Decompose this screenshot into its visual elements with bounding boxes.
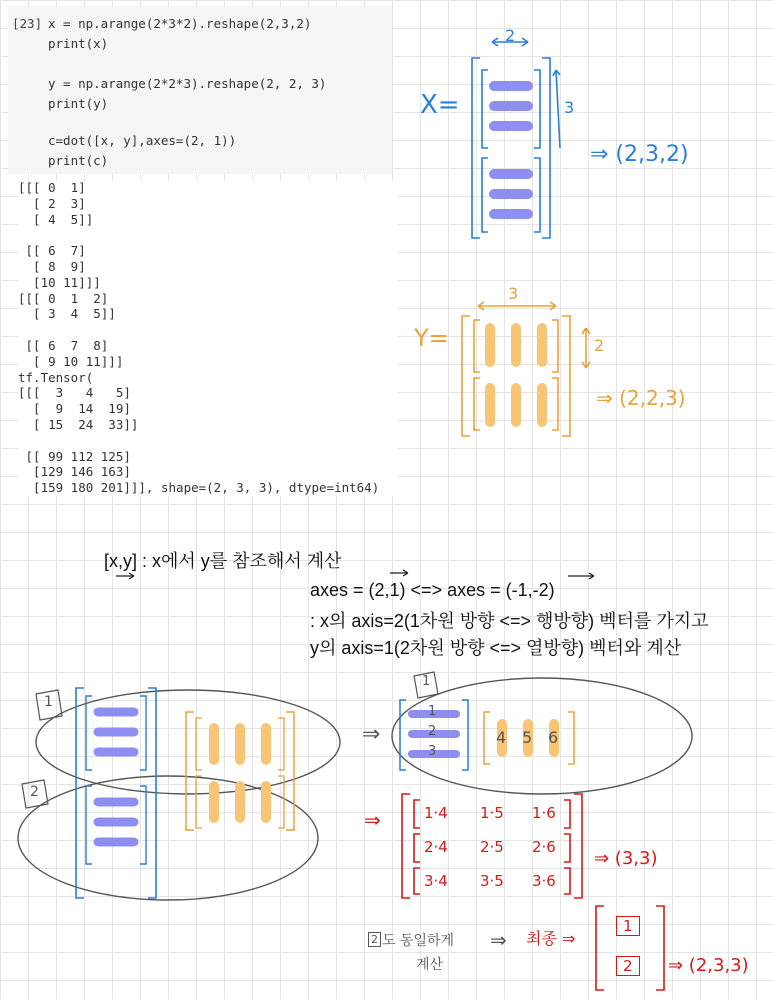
note-axes-equivalence: axes = (2,1) <=> axes = (-1,-2) [310,580,555,600]
code-line: x = np.arange(2*3*2).reshape(2,3,2) [48,16,312,31]
matrix-cell: 1·6 [532,804,556,822]
note-x-axis: : x의 axis=2(1차원 방향 <=> 행방향) 벡터를 가지고 [310,611,709,631]
code-line: print(c) [48,153,109,168]
y-matrix-drawing [462,302,590,436]
y-bars [490,328,542,422]
code-line: print(y) [48,96,109,111]
x-dim-side: 3 [564,98,575,117]
cell-prompt: [23] [12,16,43,31]
same-calc-text-2: 계산 [416,957,444,973]
y-shape: ⇒ (2,2,3) [596,386,686,410]
x-label: X= [420,90,460,120]
y-label: Y= [414,324,449,352]
shape-3-3: ⇒ (3,3) [594,848,658,869]
same-calc-text: 도 동일하게 [382,933,455,949]
matrix-cell: 1·4 [424,804,448,822]
shape-2-3-3: ⇒ (2,3,3) [668,955,749,976]
box-label-1: 1 [44,694,53,710]
x-matrix-drawing [472,38,560,238]
box-label-1b: 1 [422,674,431,689]
x-shape: ⇒ (2,3,2) [590,142,689,167]
matrix-cell: 1·5 [480,804,504,822]
code-line: print(x) [48,36,109,51]
bottom-left-drawing [18,688,340,900]
matrix-cell: 2·6 [532,838,556,856]
x-bars [494,86,528,214]
code-line: y = np.arange(2*2*3).reshape(2, 2, 3) [48,76,327,91]
cell-output: [[[ 0 1] [ 2 3] [ 4 5]] [[ 6 7] [ 8 9] [10 11]]] [[[ 0 1 2] [ 3 4 5]] [[ 6 7 8] [ 9 10 11]]] tf.Tensor( [[[ 3 4 5] [ 9 14 19] [ 15 24 33]] [[ 99 112 125] [129 146 163] [159 180 201]]], shape=(2, 3, 3), dtype=int64) [18,180,398,496]
row-num-1: 1 [428,704,437,719]
arrow-red: ⇒ [364,808,381,832]
y-dim-side: 2 [594,336,605,355]
arrow-gray-2: ⇒ [490,928,507,952]
row-num-3: 3 [428,744,437,759]
col-num-4: 4 [496,728,507,747]
code-line: c=dot([x, y],axes=(2, 1)) [48,133,237,148]
final-item-2: 2 [616,956,640,976]
x-dim-top: 2 [505,26,516,45]
matrix-cell: 2·5 [480,838,504,856]
final-label: 최종 ⇒ [526,929,576,948]
row-num-2: 2 [428,724,437,739]
box-label-2: 2 [30,784,39,800]
same-calc-box: 2 [368,932,381,947]
matrix-cell: 3·5 [480,872,504,890]
y-dim-top: 3 [508,284,519,303]
matrix-cell: 2·4 [424,838,448,856]
final-item-1: 1 [616,916,640,936]
matrix-cell: 3·4 [424,872,448,890]
matrix-cell: 3·6 [532,872,556,890]
note-xy-reference: [x,y] : x에서 y를 참조해서 계산 [104,551,342,571]
arrow-gray: ⇒ [362,722,381,747]
col-num-6: 6 [548,728,559,747]
col-num-5: 5 [522,728,533,747]
note-y-axis: y의 axis=1(2차원 방향 <=> 열방향) 벡터와 계산 [310,638,682,658]
